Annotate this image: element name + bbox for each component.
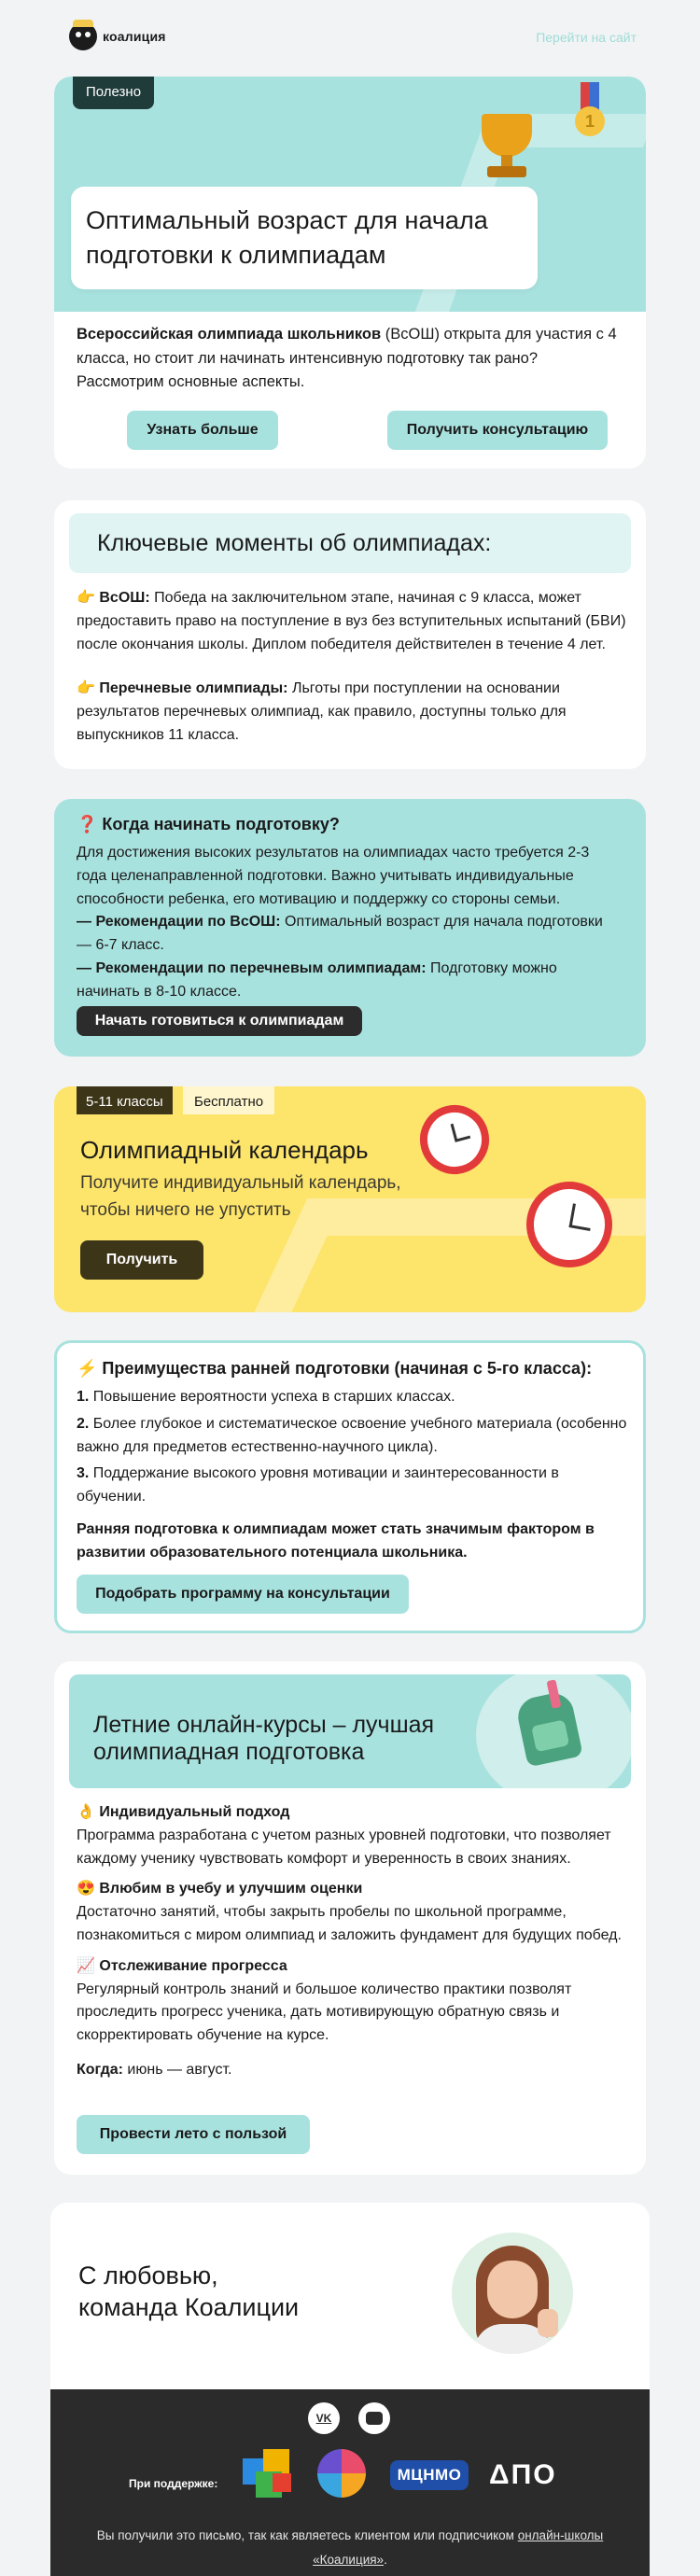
hero-title-box bbox=[71, 187, 538, 289]
key-moments-card bbox=[54, 500, 646, 769]
key-item-list-text: Льготы при поступлении на основании результатов перечневых олимпиад, как правило, доступны только для выпускников 11 класса. bbox=[77, 680, 567, 743]
summer-item bbox=[77, 1801, 627, 1870]
get-consultation-button[interactable]: Получить консультацию bbox=[387, 411, 608, 450]
list-item-text: Более глубокое и систематическое освоение учебного материала (особенно важно для предметов естественно-научного цикла). bbox=[77, 1415, 627, 1455]
when-body bbox=[77, 842, 622, 1004]
when-title: ❓ Когда начинать подготовку? bbox=[77, 815, 340, 833]
list-item-number: 2. bbox=[77, 1415, 90, 1432]
signature-text bbox=[78, 2261, 299, 2324]
summer-item-text: Достаточно занятий, чтобы закрыть пробелы по школьной программе, познакомиться с миром олимпиад и заложить фундамент для будущих побед. bbox=[77, 1904, 622, 1943]
get-calendar-button[interactable]: Получить bbox=[80, 1240, 203, 1280]
summer-item bbox=[77, 1955, 627, 2048]
free-tag: Бесплатно bbox=[183, 1086, 274, 1114]
summer-body bbox=[77, 1801, 627, 2082]
summer-item-text: Регулярный контроль знаний и большое количество практики позволят проследить прогресс ученика, дать мотивирующую обратную связь и скорректировать обучение на курсе. bbox=[77, 1981, 572, 2044]
footer bbox=[50, 2389, 650, 2576]
key-item-list-label: Перечневые олимпиады: bbox=[99, 680, 288, 696]
rec-vsosh-text: Оптимальный возраст для начала подготовки — 6-7 класс. bbox=[77, 914, 603, 954]
rec-list-label: — Рекомендации по перечневым олимпиадам: bbox=[77, 959, 427, 976]
hero-card bbox=[54, 77, 646, 469]
footer-note-end: . bbox=[384, 2552, 387, 2567]
summer-when bbox=[77, 2059, 627, 2082]
koala-logo-icon bbox=[69, 22, 97, 50]
hero-text-bold: Всероссийская олимпиада школьников bbox=[77, 326, 382, 343]
key-moments-title: Ключевые моменты об олимпиадах: bbox=[69, 513, 631, 573]
logo[interactable] bbox=[69, 22, 166, 50]
signature-line1: С любовью, bbox=[78, 2261, 218, 2289]
partner-logo-mccme: МЦНМО bbox=[390, 2460, 469, 2490]
hero-banner bbox=[54, 77, 646, 312]
when-text: Для достижения высоких результатов на олимпиадах часто требуется 2-3 года целенаправленной подготовки. Важно учитывать индивидуальные способности ребенка, его мотивацию и поддержку со стороны семьи. bbox=[77, 845, 590, 907]
school-link[interactable]: онлайн-школы «Коалиция» bbox=[313, 2528, 604, 2567]
list-item bbox=[77, 1413, 627, 1460]
list-item bbox=[77, 1386, 627, 1409]
summer-item-text: Программа разработана с учетом разных уровней подготовки, что позволяет каждому ученику чувствовать комфорт и уверенность в своих знаниях. bbox=[77, 1827, 611, 1867]
list-item-number: 1. bbox=[77, 1389, 90, 1405]
summer-when-text: июнь — август. bbox=[122, 2061, 232, 2078]
summer-item-title: 😍 Влюбим в учебу и улучшим оценки bbox=[77, 1881, 363, 1897]
header bbox=[0, 0, 700, 75]
when-rec-vsosh bbox=[77, 911, 622, 958]
key-item-list-olympiads bbox=[77, 678, 627, 747]
key-item-vsosh bbox=[77, 587, 627, 656]
summer-banner bbox=[69, 1674, 631, 1788]
summer-item-title: 👌 Индивидуальный подход bbox=[77, 1804, 290, 1820]
advantages-conclusion: Ранняя подготовка к олимпиадам может стать значимым фактором в развитии образовательного потенциала школьника. bbox=[77, 1520, 595, 1561]
site-link[interactable]: Перейти на сайт bbox=[536, 30, 637, 45]
alarm-clock-icon bbox=[413, 1098, 497, 1183]
choose-program-button[interactable]: Подобрать программу на консультации bbox=[77, 1575, 409, 1614]
key-item-vsosh-text: Победа на заключительном этапе, начиная с 9 класса, может предоставить право на поступление в вуз без вступительных испытаний (БВИ) после окончания школы. Диплом победителя действителен в течение 4 лет. bbox=[77, 590, 626, 652]
list-item-text: Поддержание высокого уровня мотивации и заинтересованности в обучении. bbox=[77, 1465, 559, 1505]
rec-vsosh-label: — Рекомендации по ВсОШ: bbox=[77, 914, 281, 931]
summer-when-label: Когда: bbox=[77, 2061, 123, 2078]
key-item-vsosh-label: ВсОШ: bbox=[99, 590, 150, 606]
summer-title: Летние онлайн-курсы – лучшая олимпиадная подготовка bbox=[93, 1712, 435, 1765]
summer-button[interactable]: Провести лето с пользой bbox=[77, 2115, 310, 2154]
hero-text-rest: (ВсОШ) открыта для участия с 4 класса, но стоит ли начинать интенсивную подготовку так рано? Рассмотрим основные аспекты. bbox=[77, 326, 617, 391]
logo-text: коалиция bbox=[103, 28, 166, 44]
list-item-number: 3. bbox=[77, 1465, 90, 1482]
partner-logo-cube-icon bbox=[243, 2449, 291, 2498]
hero-text bbox=[77, 323, 627, 395]
when-to-start-card bbox=[54, 799, 646, 1057]
calendar-subtitle: Получите индивидуальный календарь, чтобы ничего не упустить bbox=[80, 1173, 401, 1220]
learn-more-button[interactable]: Узнать больше bbox=[127, 411, 278, 450]
hero-title: Оптимальный возраст для начала подготовки к олимпиадам bbox=[86, 206, 488, 270]
calendar-card bbox=[54, 1086, 646, 1312]
summer-item bbox=[77, 1878, 627, 1947]
partner-logo-gem-icon bbox=[317, 2449, 366, 2498]
avatar bbox=[452, 2233, 573, 2354]
advantages-card bbox=[54, 1340, 646, 1633]
when-rec-list bbox=[77, 958, 622, 1004]
medal-icon: 1 bbox=[571, 82, 609, 147]
pointing-hand-icon: 👉 bbox=[77, 680, 95, 696]
list-item bbox=[77, 1463, 627, 1509]
start-preparing-button[interactable]: Начать готовиться к олимпиадам bbox=[77, 1006, 362, 1036]
support-label: При поддержке: bbox=[129, 2477, 218, 2490]
advantages-title: ⚡ Преимущества ранней подготовки (начиная с 5-го класса): bbox=[77, 1359, 593, 1378]
youtube-icon[interactable] bbox=[358, 2402, 390, 2434]
summer-courses-card bbox=[54, 1661, 646, 2175]
partner-logo-dpo: ΔΠΟ bbox=[489, 2459, 557, 2490]
footer-note-text: Вы получили это письмо, так как являетесь клиентом или подписчиком bbox=[96, 2528, 518, 2542]
list-item-text: Повышение вероятности успеха в старших классах. bbox=[89, 1389, 455, 1405]
advantages-list bbox=[77, 1386, 627, 1569]
footer-note bbox=[78, 2524, 622, 2571]
calendar-title: Олимпиадный календарь bbox=[80, 1136, 369, 1164]
useful-badge: Полезно bbox=[73, 77, 154, 109]
signature-card bbox=[50, 2203, 650, 2389]
grades-tag: 5-11 классы bbox=[77, 1086, 173, 1114]
trophy-icon bbox=[474, 95, 539, 179]
pointing-hand-icon: 👉 bbox=[77, 590, 95, 606]
rec-list-text: Подготовку можно начинать в 8-10 классе. bbox=[77, 959, 557, 1000]
vk-icon[interactable]: VK bbox=[308, 2402, 340, 2434]
signature-line2: команда Коалиции bbox=[78, 2292, 300, 2321]
summer-item-title: 📈 Отслеживание прогресса bbox=[77, 1957, 287, 1974]
